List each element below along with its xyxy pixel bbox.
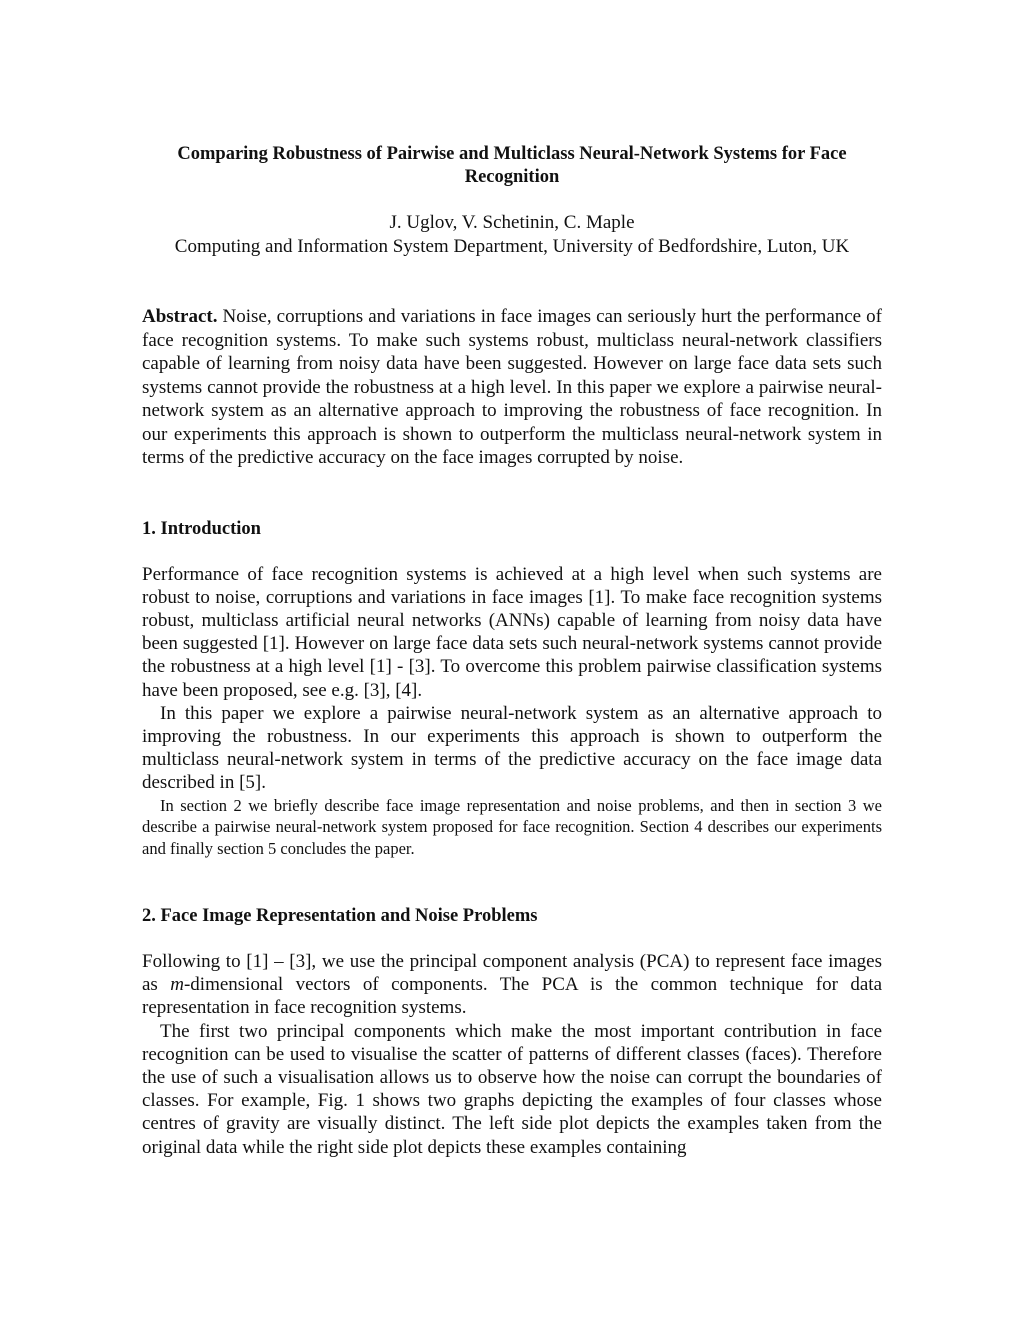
- variable-m: m: [170, 974, 184, 996]
- section-introduction: [142, 517, 882, 860]
- paper-title: Comparing Robustness of Pairwise and Multiclass Neural-Network Systems for Face Recognition: [177, 144, 847, 187]
- abstract-label: Abstract.: [142, 306, 218, 327]
- paper-page: [142, 143, 882, 1159]
- section-2-paragraph-1-start: Following to [1] – [3], we use the principal component analysis (PCA) to represent face images as: [142, 951, 882, 996]
- abstract: [142, 305, 882, 470]
- section-2-paragraph-2: The first two principal components which make the most important contribution in face recognition can be used to visualise the scatter of patterns of different classes (faces). Therefore the use of such a visualisation allows us to observe how the noise can corrupt the boundaries of classes. For example, Fig. 1 shows two graphs depicting the examples of four classes whose centres of gravity are visually distinct. The left side plot depicts the examples taken from the original data while the right side plot depicts these examples containing: [142, 1020, 882, 1158]
- section-1-paragraph-3: In section 2 we briefly describe face image representation and noise problems, and then in section 3 we describe a pairwise neural-network system proposed for face recognition. Section 4 describes our experiments and finally section 5 concludes the paper.: [142, 795, 882, 858]
- section-1-paragraph-1: Performance of face recognition systems is achieved at a high level when such systems are robust to noise, corruptions and variations in face images [1]. To make face recognition systems robust, multiclass artificial neural networks (ANNs) capable of learning from noisy data have been suggested [1]. However on large face data sets such neural-network systems cannot provide the robustness at a high level [1] - [3]. To overcome this problem pairwise classification systems have been proposed, see e.g. [3], [4].: [142, 563, 882, 701]
- section-2-paragraph-1: [142, 950, 882, 1020]
- section-face-image-representation: [142, 904, 882, 1159]
- section-1-heading: 1. Introduction: [142, 518, 261, 539]
- section-2-heading: 2. Face Image Representation and Noise Problems: [142, 906, 538, 927]
- section-1-paragraph-2: In this paper we explore a pairwise neural-network system as an alternative approach to improving the robustness. In our experiments this approach is shown to outperform the multiclass neural-network system in terms of the predictive accuracy on the face image data described in [5].: [142, 702, 882, 794]
- paper-affiliation: Computing and Information System Department, University of Bedfordshire, Luton, UK: [174, 236, 850, 257]
- section-2-paragraph-1-end: -dimensional vectors of components. The PCA is the common technique for data representation in face recognition systems.: [142, 974, 882, 1019]
- abstract-text: Noise, corruptions and variations in face images can seriously hurt the performance of face recognition systems. To make such systems robust, multiclass neural-network classifiers capable of learning from noisy data have been suggested. However on large face data sets such systems cannot provide the robustness at a high level. In this paper we explore a pairwise neural-network system as an alternative approach to improving the robustness of face recognition. In our experiments this approach is shown to outperform the multiclass neural-network system in terms of the predictive accuracy on the face images corrupted by noise.: [142, 306, 882, 468]
- paper-authors: J. Uglov, V. Schetinin, C. Maple: [389, 212, 635, 233]
